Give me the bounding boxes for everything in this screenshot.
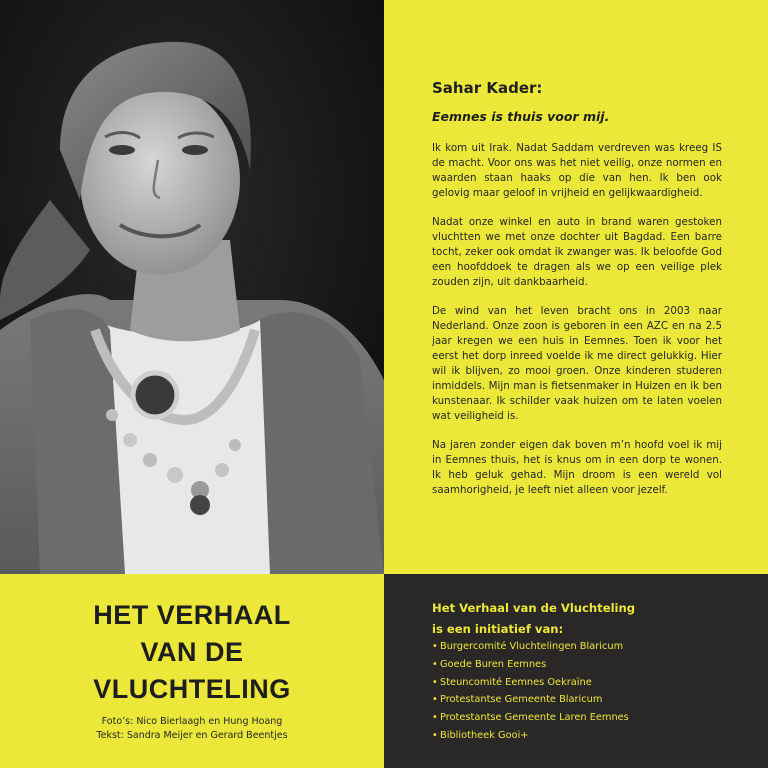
- partner-name: Steuncomité Eemnes Oekraïne: [440, 676, 592, 688]
- project-title: [0, 597, 384, 708]
- partner-name: Protestantse Gemeente Laren Eemnes: [440, 712, 629, 724]
- story-paragraph: De wind van het leven bracht ons in 2003 naar Nederland. Onze zoon is geboren in een AZC en na 2.5 jaar kregen we een huis in Eemnes. Toen ik voor het eerst het dorp inreed voelde ik me direct gelukkig. Hier wil ik blijven, zo mooi groen. Onze kinderen studeren inmiddels. Mijn man is fietsenmaker in Huizen en ik ben kunstenaar. Ik schilder vaak huizen om te laten voelen wat veiligheid is.: [432, 305, 722, 422]
- partner-name: Bibliotheek Gooi+: [440, 729, 529, 741]
- initiative-heading-line: Het Verhaal van de Vluchteling: [432, 601, 636, 615]
- bullet: •: [432, 676, 438, 688]
- story-paragraph: Na jaren zonder eigen dak boven m’n hoofd voel ik mij in Eemnes thuis, het is knus om in een dorp te wonen. Ik heb geluk gehad. Mijn droom is een wereld vol saamhorigheid, je leeft niet alleen voor jezelf.: [432, 439, 722, 496]
- bullet: •: [432, 658, 438, 670]
- story-quote: Eemnes is thuis voor mij.: [432, 109, 610, 124]
- text-credit: Tekst: Sandra Meijer en Gerard Beentjes: [96, 730, 288, 741]
- initiative-heading-line: is een initiatief van:: [432, 622, 564, 636]
- bullet: •: [432, 729, 438, 741]
- list-item: [432, 674, 629, 692]
- partner-name: Protestantse Gemeente Blaricum: [440, 694, 603, 706]
- photo-credit: Foto’s: Nico Bierlaagh en Hung Hoang: [101, 716, 283, 727]
- initiative-heading: [432, 598, 635, 640]
- list-item: [432, 709, 629, 727]
- project-title-line: VLUCHTELING: [93, 674, 291, 704]
- partner-name: Goede Buren Eemnes: [440, 658, 547, 670]
- story-person-name: Sahar Kader:: [432, 79, 543, 97]
- bullet: •: [432, 641, 438, 652]
- bullet: •: [432, 712, 438, 724]
- list-item: [432, 638, 629, 656]
- partner-list: [432, 638, 629, 745]
- list-item: [432, 691, 629, 709]
- portrait-illustration: [0, 0, 384, 574]
- project-title-line: HET VERHAAL: [93, 600, 291, 630]
- story-body: [432, 141, 722, 512]
- partner-name: Burgercomité Vluchtelingen Blaricum: [440, 641, 624, 652]
- list-item: [432, 727, 629, 745]
- bullet: •: [432, 694, 438, 706]
- project-title-line: VAN DE: [140, 637, 244, 667]
- credits: [0, 715, 384, 743]
- story-paragraph: Nadat onze winkel en auto in brand waren gestoken vluchtten we met onze dochter uit Bagdad. Een barre tocht, zeker ook omdat ik zwanger was. Ik beloofde God een hoofddoek te dragen als we op een veilige plek zouden zijn, uit dankbaarheid.: [432, 216, 722, 288]
- story-paragraph: Ik kom uit Irak. Nadat Saddam verdreven was kreeg IS de macht. Voor ons was het niet veilig, onze normen en waarden staan haaks op die van hen. Ik ben ook gelovig maar geloof in vrijheid en gelijkwaardigheid.: [432, 142, 722, 199]
- portrait-photo: [0, 0, 384, 574]
- list-item: [432, 656, 629, 674]
